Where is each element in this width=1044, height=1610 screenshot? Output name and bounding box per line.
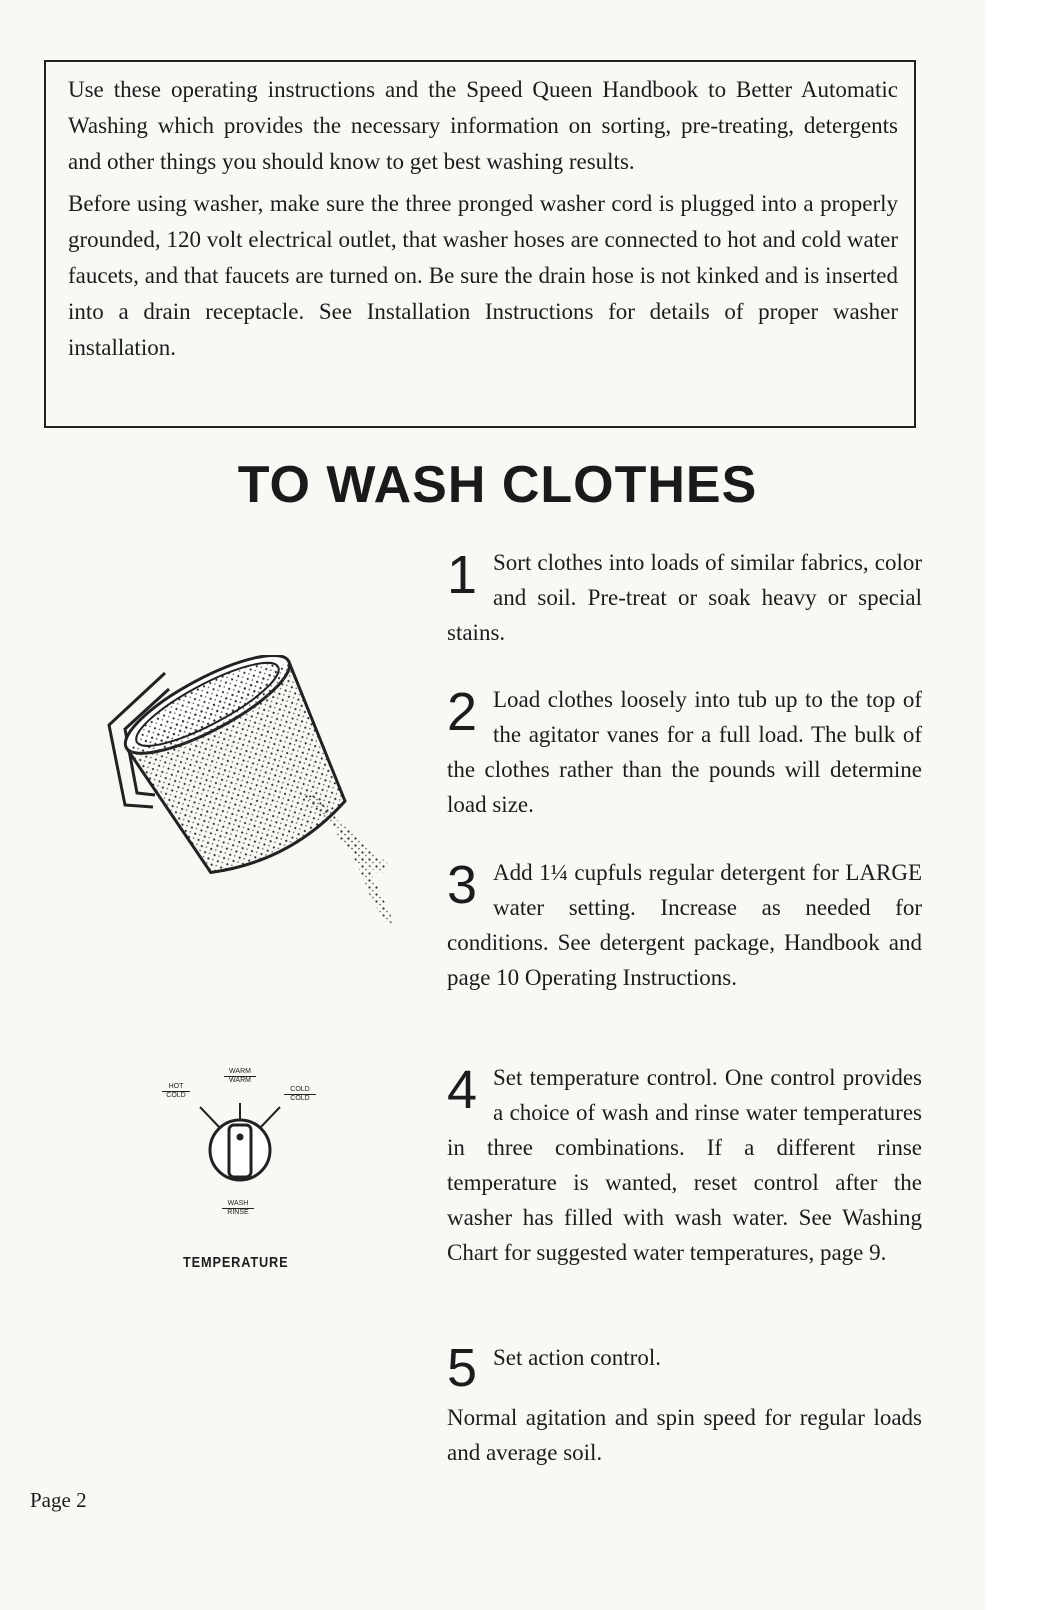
step-1 (447, 545, 922, 650)
dial-rinse-label: RINSE (222, 1208, 254, 1217)
step-text: Add 1¼ cupfuls regular detergent for LARGE water setting. Increase as needed for conditions. See detergent package, Handbook and page 10 Operating Instructions. (447, 860, 922, 990)
step-text: Load clothes loosely into tub up to the top of the agitator vanes for a full load. The bulk of the clothes rather than the pounds will determine load size. (447, 687, 922, 817)
step-number: 5 (447, 1338, 478, 1398)
step-text: Set action control. (493, 1345, 661, 1370)
dial-label-left (162, 1083, 190, 1100)
section-title: TO WASH CLOTHES (237, 456, 758, 514)
step-2 (447, 682, 922, 822)
dial-cold-label-top: COLD (290, 1086, 310, 1093)
dial-wash-label: WASH (227, 1200, 249, 1207)
measuring-cup-illustration (95, 655, 405, 935)
step-number: 4 (447, 1060, 478, 1120)
step-text: Sort clothes into loads of similar fabrics, color and soil. Pre-treat or soak heavy or special stains. (447, 550, 922, 645)
dial-cold-label-bottom: COLD (284, 1094, 316, 1103)
dial-caption: TEMPERATURE (183, 1254, 289, 1271)
step-number: 1 (447, 545, 478, 605)
step-number: 2 (447, 682, 478, 742)
step-4 (447, 1060, 922, 1270)
step-5 (447, 1338, 922, 1470)
step-3 (447, 855, 922, 995)
dial-label-bottom (222, 1200, 254, 1217)
dial-cold-label-left: COLD (162, 1091, 190, 1100)
dial-label-top (224, 1068, 256, 1085)
step-extra-text: Normal agitation and spin speed for regular loads and average soil. (447, 1405, 922, 1465)
step-number: 3 (447, 855, 478, 915)
step-text: Set temperature control. One control provides a choice of wash and rinse water temperatures in three combinations. If a different rinse temperature is wanted, reset control after the washer has filled with wash water. See Washing Chart for suggested water temperatures, page 9. (447, 1065, 922, 1265)
notice-paragraph-2: Before using washer, make sure the three pronged washer cord is plugged into a properly grounded, 120 volt electrical outlet, that washer hoses are connected to hot and cold water faucets, and that faucets are turned on. Be sure the drain hose is not kinked and is inserted into a drain receptacle. See Installation Instructions for details of proper washer installation. (68, 191, 898, 360)
dial-label-right (284, 1086, 316, 1103)
temperature-dial-illustration (195, 1095, 285, 1185)
page-number: Page 2 (30, 1488, 87, 1512)
notice-paragraph-1: Use these operating instructions and the Speed Queen Handbook to Better Automatic Washing which provides the necessary information on sorting, pre-treating, detergents and other things you should know to get best washing results. (68, 77, 898, 174)
dial-hot-label: HOT (168, 1083, 184, 1090)
dial-warm-label-bottom: WARM (224, 1076, 256, 1085)
notice-box (44, 60, 916, 428)
dial-warm-label-top: WARM (229, 1068, 251, 1075)
